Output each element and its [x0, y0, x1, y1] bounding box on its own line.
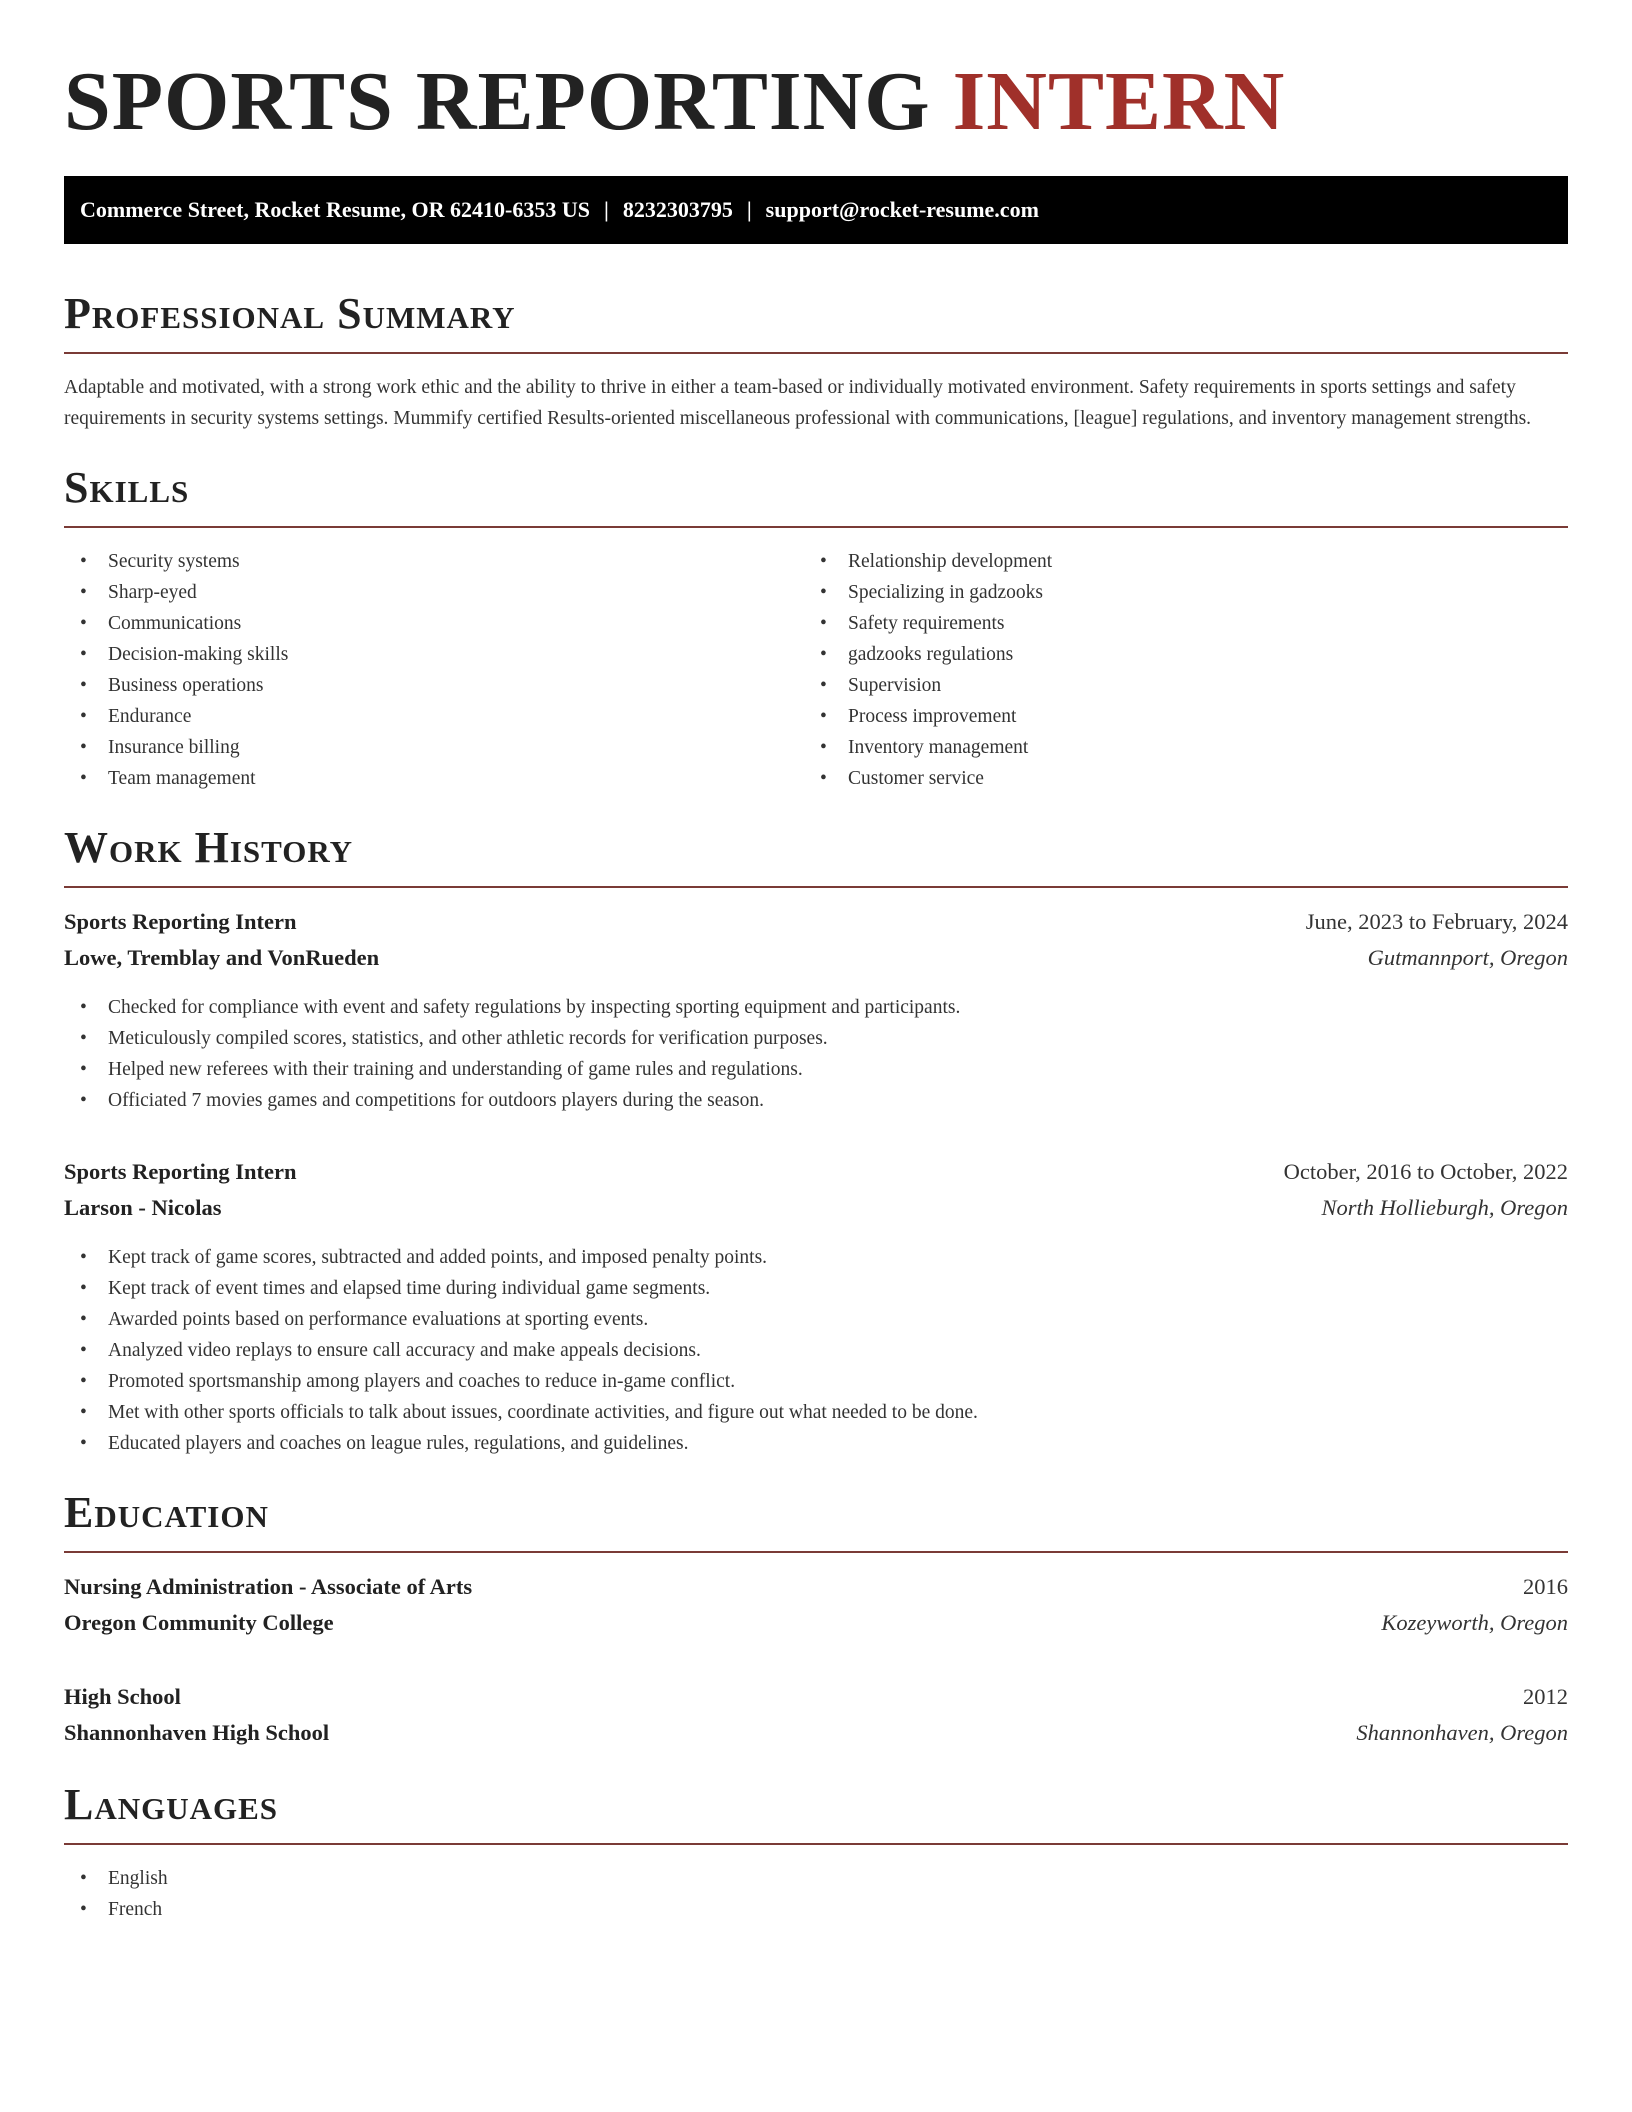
education-entry: [64, 1569, 1568, 1641]
job-dates: June, 2023 to February, 2024: [1305, 909, 1568, 934]
skills-title: Skills: [64, 462, 1568, 528]
skill-item: • gadzooks regulations: [820, 644, 1014, 665]
skill-item: • Insurance billing: [80, 737, 240, 758]
languages-list: [64, 1863, 1568, 1925]
skills-list-right: [804, 546, 1544, 794]
job-bullet: • Promoted sportsmanship among players and coaches to reduce in-game conflict.: [80, 1371, 736, 1392]
skill-item: • Endurance: [80, 706, 192, 727]
job-bullet: • Analyzed video replays to ensure call accuracy and make appeals decisions.: [80, 1340, 701, 1361]
job-bullets: [64, 992, 1568, 1116]
resume-name: [64, 52, 1568, 152]
education-year: 2012: [1523, 1684, 1568, 1709]
job-location: Gutmannport, Oregon: [1367, 945, 1568, 970]
education-degree: Nursing Administration - Associate of Arts: [64, 1574, 473, 1599]
skill-item: • Decision-making skills: [80, 644, 289, 665]
skill-item: • Inventory management: [820, 737, 1029, 758]
education-school: Shannonhaven High School: [64, 1720, 330, 1745]
skill-item: • Team management: [80, 768, 256, 789]
job-entry: [64, 904, 1568, 1116]
job-bullet: • Educated players and coaches on league rules, regulations, and guidelines.: [80, 1433, 689, 1454]
work-section: [64, 822, 1568, 1459]
skill-item: • Relationship development: [820, 551, 1053, 572]
contact-email: support@rocket-resume.com: [765, 197, 1039, 222]
job-company: Larson - Nicolas: [64, 1195, 222, 1220]
job-role: Sports Reporting Intern: [64, 1159, 297, 1184]
education-section: [64, 1487, 1568, 1751]
education-location: Shannonhaven, Oregon: [1356, 1720, 1568, 1745]
contact-bar: [64, 176, 1568, 244]
skill-item: • Process improvement: [820, 706, 1017, 727]
education-year: 2016: [1523, 1574, 1568, 1599]
job-company: Lowe, Tremblay and VonRueden: [64, 945, 380, 970]
skill-item: • Safety requirements: [820, 613, 1005, 634]
education-title: Education: [64, 1487, 1568, 1553]
contact-separator: |: [746, 197, 752, 222]
name-main: SPORTS REPORTING: [64, 55, 931, 148]
resume-page: [64, 52, 1568, 1925]
education-degree: High School: [64, 1684, 181, 1709]
name-accent: INTERN: [952, 55, 1286, 148]
job-bullet: • Met with other sports officials to talk about issues, coordinate activities, and figure out what needed to be done.: [80, 1402, 978, 1423]
job-bullet: • Awarded points based on performance evaluations at sporting events.: [80, 1309, 649, 1330]
education-entry: [64, 1679, 1568, 1751]
skill-item: • Specializing in gadzooks: [820, 582, 1043, 603]
job-entry: [64, 1154, 1568, 1459]
education-location: Kozeyworth, Oregon: [1381, 1610, 1568, 1635]
language-item: • French: [80, 1899, 163, 1920]
job-bullet: • Kept track of event times and elapsed time during individual game segments.: [80, 1278, 711, 1299]
summary-title: Professional Summary: [64, 288, 1568, 354]
skill-item: • Supervision: [820, 675, 942, 696]
contact-phone: 8232303795: [622, 197, 733, 222]
work-title: Work History: [64, 822, 1568, 888]
job-bullet: • Meticulously compiled scores, statistics, and other athletic records for verification purposes.: [80, 1028, 828, 1049]
summary-text: Adaptable and motivated, with a strong work ethic and the ability to thrive in either a team-based or individually motivated environment. Safety requirements in sports settings and safety requirements in security systems settings. Mummify certified Results-oriented miscellaneous professional with communications, [league] regulations, and inventory management strengths.: [64, 377, 1532, 429]
skill-item: • Security systems: [80, 551, 240, 572]
languages-section: [64, 1779, 1568, 1925]
job-bullet: • Helped new referees with their training and understanding of game rules and regulations.: [80, 1059, 803, 1080]
job-bullet: • Officiated 7 movies games and competitions for outdoors players during the season.: [80, 1090, 764, 1111]
skills-list-left: [64, 546, 804, 794]
summary-section: [64, 288, 1568, 434]
job-bullet: • Kept track of game scores, subtracted and added points, and imposed penalty points.: [80, 1247, 768, 1268]
contact-separator: |: [603, 197, 609, 222]
job-bullets: [64, 1242, 1568, 1459]
contact-address: Commerce Street, Rocket Resume, OR 62410-6353 US: [80, 197, 590, 222]
skills-section: [64, 462, 1568, 794]
job-location: North Hollieburgh, Oregon: [1321, 1195, 1568, 1220]
job-bullet: • Checked for compliance with event and safety regulations by inspecting sporting equipment and participants.: [80, 997, 961, 1018]
skill-item: • Business operations: [80, 675, 264, 696]
job-role: Sports Reporting Intern: [64, 909, 297, 934]
skills-grid: [64, 546, 1568, 794]
language-item: • English: [80, 1868, 168, 1889]
job-dates: October, 2016 to October, 2022: [1283, 1159, 1568, 1184]
languages-title: Languages: [64, 1779, 1568, 1845]
skill-item: • Sharp-eyed: [80, 582, 197, 603]
skill-item: • Communications: [80, 613, 242, 634]
skill-item: • Customer service: [820, 768, 984, 789]
education-school: Oregon Community College: [64, 1610, 334, 1635]
